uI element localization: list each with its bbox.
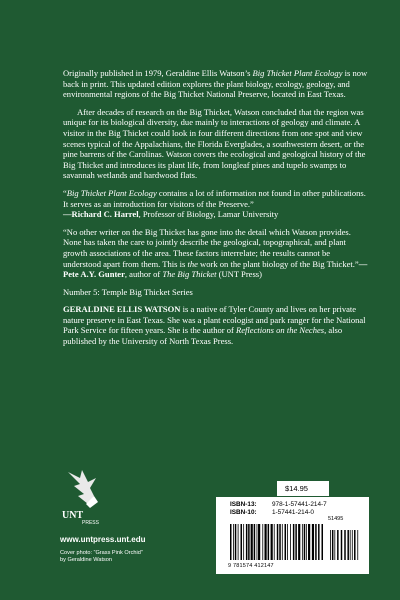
isbn10-row: [230, 509, 314, 516]
barcode-bar: [308, 524, 310, 560]
barcode-bar: [230, 524, 232, 560]
description-paragraph: After decades of research on the Big Thicket, Watson concluded that the region was unique for its biological diversity, due mainly to interactions of geology and climate. A visitor in the Big Thicket could look in four different directions from one spot and view scenes typical of the Appalachians, the Florida Everglades, a southwestern desert, or the pine barrens of the Carolinas. Watson covers the ecological and geological history of the Big Thicket and introduces its plant life, from longleaf pines and tupelo swamps to savannah wetlands and hardwood flats.: [63, 106, 366, 181]
attr-dash: —: [63, 209, 72, 220]
quote-book-title: Big Thicket Plant Ecology: [66, 187, 157, 198]
barcode-bar: [241, 524, 243, 560]
barcode-bar: [293, 524, 295, 560]
bio-book-title: Reflections on the Neches: [236, 325, 325, 336]
svg-text:PRESS: PRESS: [82, 520, 99, 526]
barcode-bar: [243, 524, 244, 560]
price-addon-code: 51495: [328, 516, 344, 522]
barcode-bar: [268, 524, 270, 560]
addon-bar: [352, 530, 353, 560]
svg-text:UNT: UNT: [62, 510, 84, 521]
barcode-bar: [262, 524, 263, 560]
attr-name: Pete A.Y. Gunter: [63, 269, 125, 280]
barcode-bar: [318, 524, 320, 560]
barcode-bar: [298, 524, 300, 560]
price-label: $14.95: [277, 481, 329, 496]
barcode-bar: [246, 524, 248, 560]
barcode-bar: [251, 524, 253, 560]
addon-bar: [332, 530, 334, 560]
barcode-bar: [312, 524, 314, 560]
barcode-bar: [274, 524, 275, 560]
credit-line-2: by Geraldine Watson: [60, 557, 113, 563]
addon-bar: [330, 530, 331, 560]
bio-text-cont: , also published by the University of North Texas Press.: [63, 325, 343, 347]
barcode-bar: [238, 524, 239, 560]
addon-bar: [357, 530, 358, 560]
barcode-bar: [233, 524, 234, 560]
barcode-number: 9 781574 412147: [228, 563, 274, 569]
attr-role: , Professor of Biology, Lamar University: [138, 209, 279, 220]
attr-dash: —: [358, 258, 368, 269]
isbn13-label: ISBN-13:: [230, 501, 257, 508]
barcode-bar: [302, 524, 303, 560]
bio-text: is a native of Tyler County and lives on her private nature preserve in East Texas. She was a plant ecologist and park ranger for the National Park Service for fifteen years. She is the author of: [63, 304, 366, 336]
barcode-bar: [287, 524, 288, 560]
barcode-bar: [290, 524, 291, 560]
barcode-bar: [257, 524, 258, 560]
barcode-bar: [295, 524, 297, 560]
credit-line-1: Cover photo: “Grass Pink Orchid”: [60, 550, 143, 556]
intro-text-cont: is now back in print. This updated edition explores the plant biology, ecology, geology, and environmental regions of the Big Thicket National Preserve, located in East Texas.: [63, 68, 368, 100]
addon-bar: [341, 530, 343, 560]
addon-bar: [344, 530, 346, 560]
attr-role: , author of: [124, 269, 163, 280]
back-cover-copy: [63, 68, 369, 347]
isbn13-value: 978-1-57441-214-7: [272, 501, 327, 508]
barcode-bar: [254, 524, 256, 560]
isbn13-row: [230, 501, 327, 508]
barcode-bar: [315, 524, 317, 560]
author-name: GERALDINE ELLIS WATSON: [63, 304, 181, 315]
barcode-bar: [248, 524, 250, 560]
isbn-barcode-block: [216, 497, 369, 574]
attr-publisher: (UNT Press): [216, 269, 262, 280]
quote-text: contains a lot of information not found in other publications. It serves as an introduction for visitors of the Preserve.”: [63, 187, 366, 209]
barcode-bar: [304, 524, 306, 560]
publisher-url: www.untpress.unt.edu: [60, 535, 146, 544]
barcode-graphic: [230, 524, 360, 562]
barcode-bar: [235, 524, 237, 560]
barcode-bar: [264, 524, 266, 560]
quote-attribution: [63, 209, 369, 220]
isbn10-value: 1-57441-214-0: [272, 509, 314, 516]
barcode-bar: [322, 524, 324, 560]
barcode-bar: [282, 524, 283, 560]
isbn10-label: ISBN-10:: [230, 509, 257, 516]
quote-harrel: [63, 188, 369, 220]
barcode-bar: [277, 524, 279, 560]
author-bio: [63, 304, 369, 346]
quote-text: “No other writer on the Big Thicket has gone into the detail which Watson provides. None has taken the care to jointly describe the geological, topographical, and plant growth associations of the area. These factors interrelate; the results cannot be understood apart from them. This is: [63, 226, 351, 269]
barcode-bar: [285, 524, 287, 560]
cover-photo-credit: [60, 550, 170, 564]
barcode-bar: [279, 524, 281, 560]
barcode-bar: [306, 524, 307, 560]
attr-name: Richard C. Harrel: [71, 209, 139, 220]
series-line: Number 5: Temple Big Thicket Series: [63, 286, 193, 297]
intro-text: Originally published in 1979, Geraldine Ellis Watson’s: [63, 68, 253, 78]
addon-bar: [337, 530, 339, 560]
quote-text-cont: work on the plant biology of the Big Thicket.”: [197, 258, 359, 269]
unt-press-eagle-logo: [60, 466, 104, 526]
addon-bar: [347, 530, 349, 560]
barcode-bar: [258, 524, 260, 560]
addon-bar: [350, 530, 351, 560]
quote-emphasis: the: [187, 258, 198, 269]
addon-bar: [334, 530, 335, 560]
book-title: Big Thicket Plant Ecology: [252, 68, 343, 78]
intro-paragraph: [63, 68, 369, 100]
quote-open: “: [63, 187, 67, 198]
quote-gunter: [63, 227, 369, 280]
addon-bar: [354, 530, 356, 560]
attr-book-title: The Big Thicket: [162, 269, 217, 280]
barcode-bar: [271, 524, 273, 560]
